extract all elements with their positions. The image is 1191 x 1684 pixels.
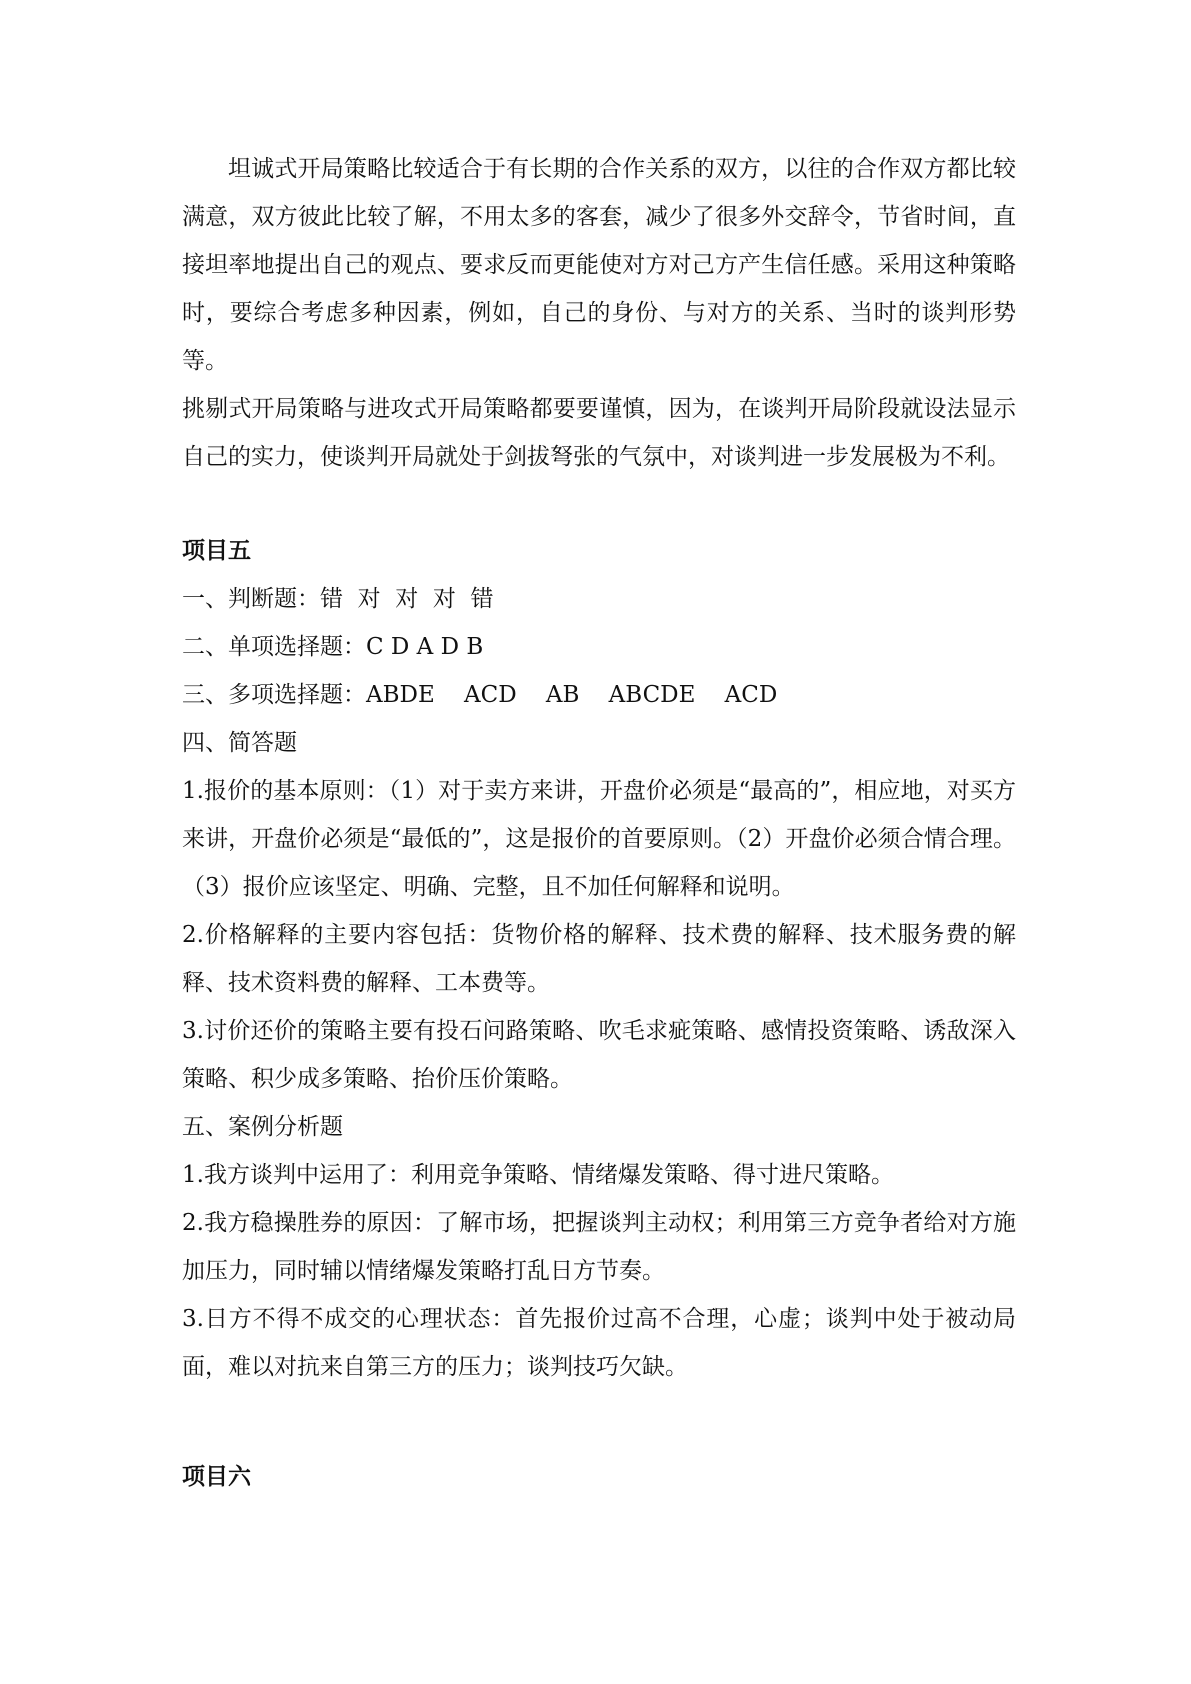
- short-answer-heading: 四、简答题: [182, 730, 297, 756]
- case-answer-2: 2.我方稳操胜券的原因：了解市场，把握谈判主动权；利用第三方竞争者给对方施加压力，同时辅以情绪爆发策略打乱日方节奏。: [182, 1210, 1016, 1284]
- intro-paragraph-2: 挑剔式开局策略与进攻式开局策略都要要谨慎，因为，在谈判开局阶段就设法显示自己的实力，使谈判开局就处于剑拔弩张的气氛中，对谈判进一步发展极为不利。: [182, 396, 1016, 470]
- short-answer-2: 2.价格解释的主要内容包括：货物价格的解释、技术费的解释、技术服务费的解释、技术资料费的解释、工本费等。: [182, 922, 1016, 996]
- intro-paragraph-1: 坦诚式开局策略比较适合于有长期的合作关系的双方，以往的合作双方都比较满意，双方彼此比较了解，不用太多的客套，减少了很多外交辞令，节省时间，直接坦率地提出自己的观点、要求反而更能使对方对己方产生信任感。采用这种策略时，要综合考虑多种因素，例如，自己的身份、与对方的关系、当时的谈判形势等。: [182, 156, 1016, 374]
- project-six-title: 项目六: [182, 1463, 251, 1490]
- project-five-title: 项目五: [182, 537, 251, 564]
- case-analysis-heading: 五、案例分析题: [182, 1114, 343, 1140]
- multi-choice-answers: 三、多项选择题：ABDE ACD AB ABCDE ACD: [182, 682, 778, 708]
- short-answer-3: 3.讨价还价的策略主要有投石问路策略、吹毛求疵策略、感情投资策略、诱敌深入策略、积少成多策略、抬价压价策略。: [182, 1018, 1016, 1092]
- judgement-answers: 一、判断题：错 对 对 对 错: [182, 586, 494, 612]
- case-answer-3: 3.日方不得不成交的心理状态：首先报价过高不合理，心虚；谈判中处于被动局面，难以对抗来自第三方的压力；谈判技巧欠缺。: [182, 1306, 1016, 1380]
- section-spacer: [182, 481, 1016, 527]
- single-choice-answers: 二、单项选择题：C D A D B: [182, 634, 484, 660]
- case-answer-1: 1.我方谈判中运用了：利用竞争策略、情绪爆发策略、得寸进尺策略。: [182, 1162, 894, 1188]
- section-spacer: [182, 1391, 1016, 1453]
- document-page: [182, 145, 1016, 1501]
- short-answer-1: 1.报价的基本原则：（1）对于卖方来讲，开盘价必须是“最高的”，相应地，对买方来讲，开盘价必须是“最低的”，这是报价的首要原则。（2）开盘价必须合情合理。（3）报价应该坚定、明确、完整，且不加任何解释和说明。: [182, 778, 1016, 900]
